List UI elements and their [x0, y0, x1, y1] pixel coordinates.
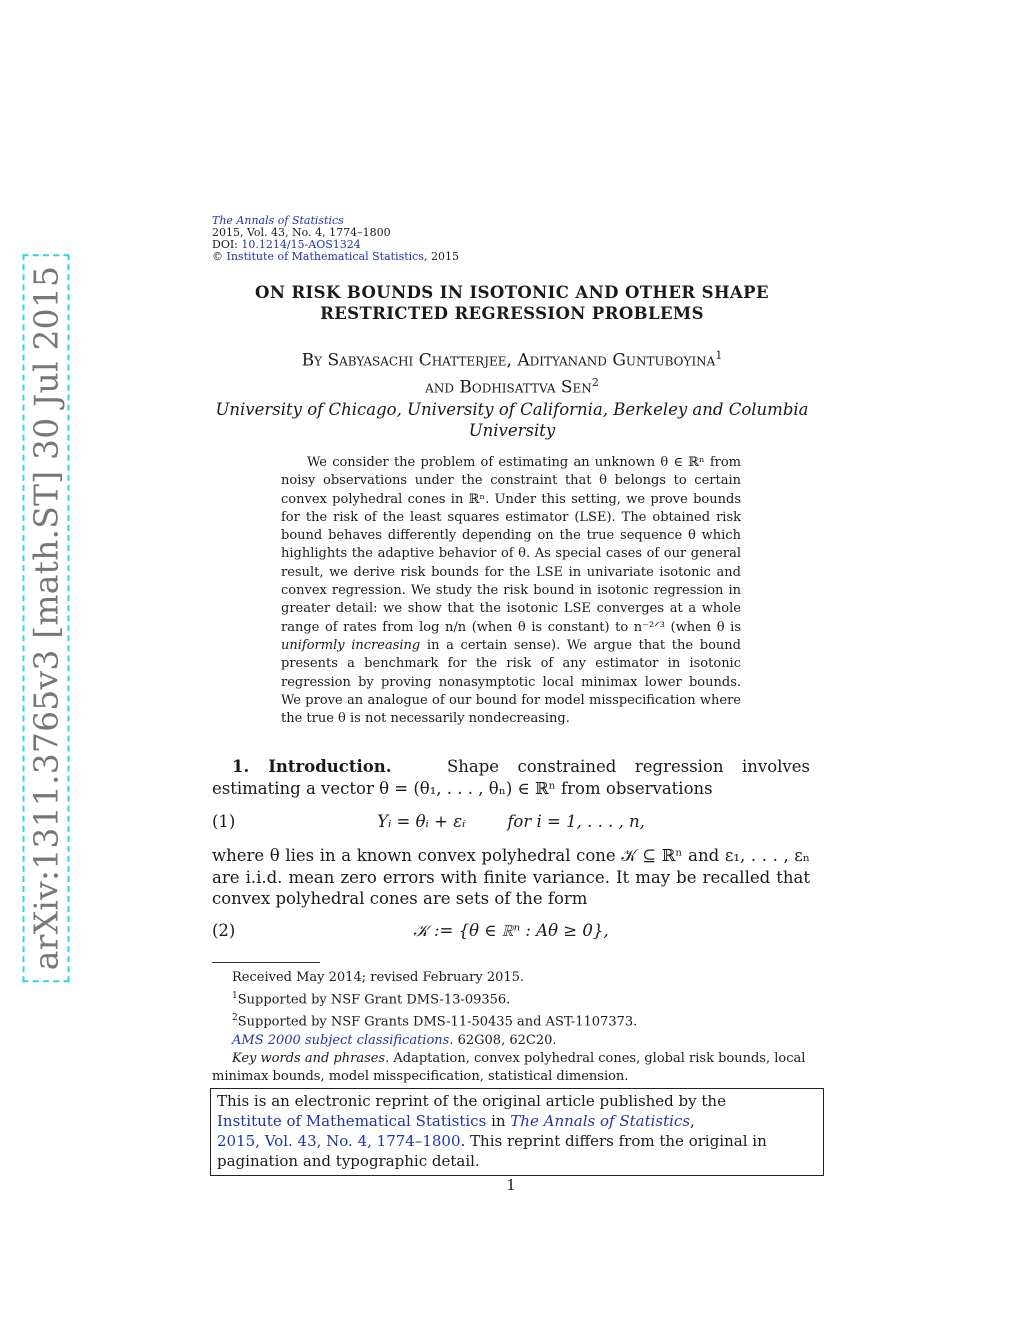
reprint-journal-link[interactable]: The Annals of Statistics: [510, 1112, 691, 1130]
keywords-label: Key words and phrases.: [232, 1050, 390, 1066]
reprint-line-1: This is an electronic reprint of the original article published by the: [217, 1092, 726, 1110]
footnotes: [212, 969, 810, 1086]
received-note: Received May 2014; revised February 2015.: [232, 970, 525, 985]
abstract-text-1: We consider the problem of estimating an unknown θ ∈ ℝⁿ from noisy observations under the constraint that θ belongs to certain convex polyhedral cones in ℝⁿ. Under this setting, we prove bounds for the risk of the least squares estimator (LSE). The obtained risk bound behaves differently depending on the true sequence θ which highlights the adaptive behavior of θ. As special cases of our general result, we derive risk bounds for the LSE in univariate isotonic and convex regression. We study the risk bound in isotonic regression in greater detail: we show that the isotonic LSE converges at a whole range of rates from log n/n (when θ is constant) to n⁻²ᐟ³ (when θ is: [281, 455, 741, 635]
affiliation: [212, 399, 812, 441]
arxiv-stamp: [16, 265, 76, 971]
abstract-text-2: in a certain sense). We argue that the bound presents a benchmark for the risk of any estimator in isotonic regression by proving nonasymptotic local minimax lower bounds. We prove an analogue of our bound for model misspecification where the true θ is not necessarily nondecreasing.: [281, 637, 741, 727]
affiliation-line-1: University of Chicago, University of California, Berkeley and Columbia: [215, 400, 809, 419]
intro-paragraph-2: [212, 845, 810, 910]
reprint-notice-box: This is an electronic reprint of the original article published by the Institute of Mathematical Statistics in The Annals of Statistics, 2015, Vol. 43, No. 4, 1774–1800. This reprint differs from the original in pagination and typographic detail.: [210, 1088, 824, 1176]
equation-1: [212, 812, 810, 834]
reprint-volume-link[interactable]: 2015, Vol. 43, No. 4, 1774–1800: [217, 1132, 461, 1150]
doi-label: DOI:: [212, 238, 238, 251]
doi-link[interactable]: 10.1214/15-AOS1324: [241, 238, 361, 251]
journal-header: [212, 215, 459, 263]
equation-1-number: (1): [212, 812, 236, 831]
author-footnote-mark-2: 2: [591, 375, 599, 389]
copyright-symbol: ©: [212, 250, 223, 263]
arxiv-stamp-text: arXiv:1311.3765v3 [math.ST] 30 Jul 2015: [23, 254, 70, 982]
copyright-year: , 2015: [423, 250, 459, 263]
footnote-1: $^1$Supported by NSF Grant DMS-13-09356.: [232, 991, 511, 1008]
footnote-rule: [212, 962, 320, 963]
intro-text-2: where θ lies in a known convex polyhedral cone 𝒦 ⊆ ℝⁿ and ε₁, . . . , εₙ are i.i.d. mean zero errors with finite variance. It may be recalled that convex polyhedral cones are sets of the form: [212, 846, 810, 908]
title-line-2: RESTRICTED REGRESSION PROBLEMS: [320, 304, 704, 323]
abstract: [281, 454, 741, 728]
journal-link[interactable]: The Annals of Statistics: [212, 214, 344, 227]
section-heading: 1. Introduction.: [232, 757, 392, 776]
institute-link[interactable]: Institute of Mathematical Statistics: [226, 250, 424, 263]
ams-classification: AMS 2000 subject classifications. 62G08, 62C20.: [232, 1032, 557, 1048]
affiliation-line-2: University: [468, 421, 556, 440]
ams-link[interactable]: AMS 2000 subject classifications.: [232, 1032, 454, 1048]
authors-line-2: and Bodhisattva Sen: [425, 377, 592, 398]
keywords: [212, 1050, 810, 1086]
footnote-2: $^2$Supported by NSF Grants DMS-11-50435 and AST-1107373.: [232, 1013, 638, 1030]
author-footnote-mark-1: 1: [715, 349, 723, 362]
intro-text-1: Shape constrained regression involves estimating a vector θ = (θ₁, . . . , θₙ) ∈ ℝⁿ from observations: [212, 757, 810, 798]
equation-2-number: (2): [212, 921, 236, 940]
title-line-1: ON RISK BOUNDS IN ISOTONIC AND OTHER SHAPE: [255, 283, 769, 302]
equation-2-expression: 𝒦 := {θ ∈ ℝⁿ : Aθ ≥ 0},: [413, 921, 609, 940]
equation-1-expression: Yᵢ = θᵢ + εᵢ for i = 1, . . . , n,: [377, 812, 645, 831]
equation-2: [212, 921, 810, 943]
authors-line-1: By Sabyasachi Chatterjee, Adityanand Guntuboyina: [301, 350, 716, 371]
volume-line: 2015, Vol. 43, No. 4, 1774–1800: [212, 226, 391, 239]
page-number: 1: [506, 1176, 516, 1194]
paper-title: [212, 282, 812, 324]
keywords-text: Adaptation, convex polyhedral cones, global risk bounds, local minimax bounds, model misspecification, statistical dimension.: [212, 1050, 806, 1084]
reprint-line-4: pagination and typographic detail.: [217, 1152, 480, 1170]
author-list: [212, 345, 812, 398]
abstract-emphasis: uniformly increasing: [281, 637, 421, 653]
intro-paragraph-1: [212, 756, 810, 799]
reprint-institute-link[interactable]: Institute of Mathematical Statistics: [217, 1112, 487, 1130]
